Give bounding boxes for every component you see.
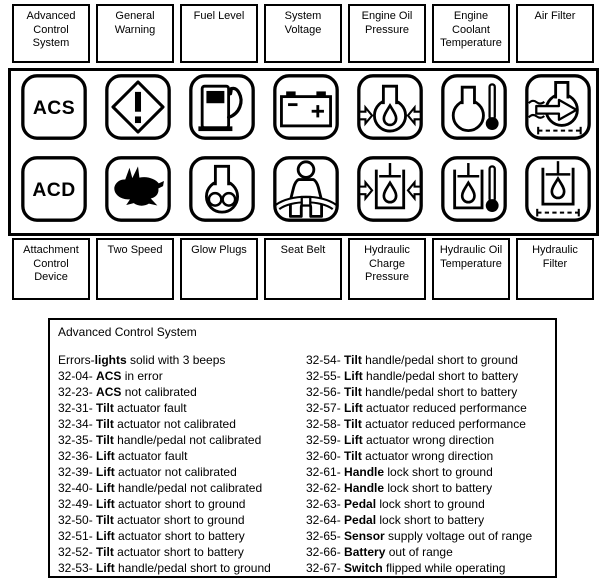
- fuel-pump-icon: [188, 73, 256, 141]
- hydraulic-oil-temperature-icon: [440, 155, 508, 223]
- error-line: 32-57- Lift actuator reduced performance: [306, 401, 527, 415]
- error-line: 32-50- Tilt actuator short to ground: [58, 513, 245, 527]
- acs-badge-icon: [20, 73, 88, 141]
- bottom-label-two-speed: Two Speed: [96, 238, 174, 300]
- error-line: 32-67- Switch flipped while operating: [306, 561, 506, 575]
- error-line: 32-59- Lift actuator wrong direction: [306, 433, 495, 447]
- error-table-right-column: [306, 352, 547, 576]
- error-line: 32-65- Sensor supply voltage out of range: [306, 529, 533, 543]
- error-line: 32-62- Handle lock short to battery: [306, 481, 493, 495]
- top-label-general-warning: General Warning: [96, 4, 174, 63]
- top-labels-row: [12, 4, 594, 63]
- bottom-labels-row: [12, 238, 594, 300]
- error-line: 32-49- Lift actuator short to ground: [58, 497, 246, 511]
- bottom-label-hydraulic-filter: Hydraulic Filter: [516, 238, 594, 300]
- icon-row-2: [15, 155, 597, 223]
- engine-oil-pressure-icon: [356, 73, 424, 141]
- error-line: 32-36- Lift actuator fault: [58, 449, 188, 463]
- general-warning-icon: [104, 73, 172, 141]
- error-line: Errors-lights solid with 3 beeps: [58, 353, 226, 367]
- battery-icon: [272, 73, 340, 141]
- error-line: 32-53- Lift handle/pedal short to ground: [58, 561, 271, 575]
- error-line: 32-34- Tilt actuator not calibrated: [58, 417, 236, 431]
- symbol-panel: [8, 68, 599, 236]
- error-code-table: [48, 318, 557, 578]
- top-label-fuel-level: Fuel Level: [180, 4, 258, 63]
- top-label-engine-oil-pressure: Engine Oil Pressure: [348, 4, 426, 63]
- error-line: 32-60- Tilt actuator wrong direction: [306, 449, 494, 463]
- error-line: 32-63- Pedal lock short to ground: [306, 497, 485, 511]
- error-line: 32-51- Lift actuator short to battery: [58, 529, 245, 543]
- svg-text:ACS: ACS: [32, 97, 76, 120]
- error-line: 32-61- Handle lock short to ground: [306, 465, 493, 479]
- bottom-label-hydraulic-charge-pressure: Hydraulic Charge Pressure: [348, 238, 426, 300]
- engine-coolant-temperature-icon: [440, 73, 508, 141]
- error-line: 32-66- Battery out of range: [306, 545, 453, 559]
- error-line: 32-52- Tilt actuator short to battery: [58, 545, 244, 559]
- bottom-label-hydraulic-oil-temperature: Hydraulic Oil Temperature: [432, 238, 510, 300]
- error-table-left-column: [58, 352, 306, 576]
- glow-plugs-icon: [188, 155, 256, 223]
- error-line: 32-31- Tilt actuator fault: [58, 401, 187, 415]
- top-label-engine-coolant-temperature: Engine Coolant Temperature: [432, 4, 510, 63]
- error-line: 32-56- Tilt handle/pedal short to battery: [306, 385, 518, 399]
- error-line: 32-39- Lift actuator not calibrated: [58, 465, 237, 479]
- hydraulic-filter-icon: [524, 155, 592, 223]
- error-table-title: Advanced Control System: [58, 325, 197, 339]
- seat-belt-icon: [272, 155, 340, 223]
- rabbit-icon: [104, 155, 172, 223]
- error-line: 32-23- ACS not calibrated: [58, 385, 197, 399]
- error-line: 32-54- Tilt handle/pedal short to ground: [306, 353, 518, 367]
- top-label-system-voltage: System Voltage: [264, 4, 342, 63]
- error-line: 32-55- Lift handle/pedal short to battery: [306, 369, 519, 383]
- error-table-columns: [58, 352, 547, 576]
- top-label-advanced-control-system: Advanced Control System: [12, 4, 90, 63]
- bottom-label-attachment-control-device: Attachment Control Device: [12, 238, 90, 300]
- error-line: 32-64- Pedal lock short to battery: [306, 513, 485, 527]
- air-filter-icon: [524, 73, 592, 141]
- bottom-label-seat-belt: Seat Belt: [264, 238, 342, 300]
- svg-text:ACD: ACD: [32, 179, 76, 202]
- icon-row-1: [15, 73, 597, 141]
- hydraulic-charge-pressure-icon: [356, 155, 424, 223]
- error-line: 32-58- Tilt actuator reduced performance: [306, 417, 526, 431]
- error-line: 32-04- ACS in error: [58, 369, 163, 383]
- error-line: 32-40- Lift handle/pedal not calibrated: [58, 481, 263, 495]
- error-line: 32-35- Tilt handle/pedal not calibrated: [58, 433, 262, 447]
- bottom-label-glow-plugs: Glow Plugs: [180, 238, 258, 300]
- top-label-air-filter: Air Filter: [516, 4, 594, 63]
- acd-badge-icon: [20, 155, 88, 223]
